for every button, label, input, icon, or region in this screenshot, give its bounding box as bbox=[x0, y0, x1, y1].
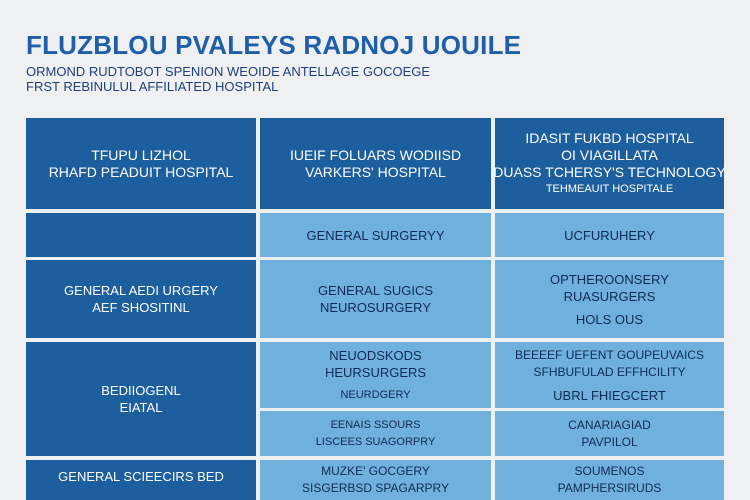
table-cell bbox=[260, 460, 491, 500]
table-cell bbox=[260, 411, 491, 456]
table-cell bbox=[495, 213, 724, 257]
table-cell bbox=[495, 260, 724, 338]
cell-text: HEURSURGERS bbox=[324, 364, 427, 380]
cell-text: GENERAL SUGICS bbox=[317, 283, 434, 298]
cell-text: RUASURGERS bbox=[563, 288, 656, 304]
cell-text: AEF SHOSITINL bbox=[92, 300, 190, 315]
cell-text: UCFURUHERY bbox=[564, 227, 655, 243]
cell-text: SOUMENOS bbox=[574, 464, 645, 478]
cell-text: NEUROSURGERY bbox=[319, 300, 431, 315]
cell-text: NEURDGERY bbox=[340, 388, 411, 401]
cell-text: NEUODSKODS bbox=[329, 347, 422, 363]
table-cell bbox=[26, 213, 256, 257]
cell-text: CANARIAGIAD bbox=[568, 417, 651, 432]
cell-text: OPTHEROONSERY bbox=[550, 271, 669, 287]
cell-text: GENERAL SURGERYY bbox=[306, 227, 445, 243]
page-subtitle-2: FRST REBINULUL AFFILIATED HOSPITAL bbox=[26, 79, 279, 94]
table-cell bbox=[260, 260, 491, 338]
cell-text: BEDIIOGENL bbox=[101, 383, 181, 398]
column-header-3 bbox=[495, 118, 724, 209]
table-cell bbox=[26, 342, 256, 456]
cell-text: EENAIS SSOURS bbox=[330, 418, 421, 431]
cell-text: GENERAL AEDI URGERY bbox=[64, 283, 218, 298]
cell-text: PAMPHERSIRUDS bbox=[557, 481, 662, 495]
column-header-1 bbox=[26, 118, 256, 209]
column-header-line: TEHMEAUIT HOSPITALE bbox=[545, 182, 674, 195]
cell-text: BEEEEF UEFENT GOUPEUVAICS bbox=[515, 347, 704, 362]
column-header-2 bbox=[260, 118, 491, 209]
column-header-line: IUEIF FOLUARS WODIISD bbox=[289, 146, 462, 163]
cell-text: MUZKE' GOCGERY bbox=[321, 464, 430, 478]
table-cell bbox=[26, 460, 256, 500]
column-header-line: VARKERS' HOSPITAL bbox=[305, 163, 446, 180]
page-subtitle: ORMOND RUDTOBOT SPENION WEOIDE ANTELLAGE GOCOEGE bbox=[26, 64, 431, 79]
cell-text: SFHBUFULAD EFFHCILITY bbox=[533, 364, 686, 379]
table-cell bbox=[260, 213, 491, 257]
page-header bbox=[26, 30, 521, 94]
column-header-line: RHAFD PEADUIT HOSPITAL bbox=[48, 163, 234, 180]
cell-text: UBRL FHIEGCERT bbox=[553, 387, 666, 403]
table-cell bbox=[26, 260, 256, 338]
column-header-line: OI VIAGILLATA bbox=[561, 146, 658, 163]
column-header-line: TFUPU LIZHOL bbox=[91, 146, 191, 163]
table-cell bbox=[495, 411, 724, 456]
cell-text: EIATAL bbox=[119, 400, 163, 415]
column-header-line: IDASIT FUKBD HOSPITAL bbox=[525, 129, 694, 146]
cell-text: LISCEES SUAGORPRY bbox=[315, 435, 436, 448]
table-cell bbox=[260, 342, 491, 408]
table-cell bbox=[495, 342, 724, 408]
page-title: FLUZBLOU PVALEYS RADNOJ UOUILE bbox=[26, 30, 522, 60]
table-cell bbox=[495, 460, 724, 500]
cell-text: SISGERBSD SPAGARPRY bbox=[302, 481, 449, 495]
column-header-line: DUASS TCHERSY'S TECHNOLOGY bbox=[493, 163, 726, 180]
cell-text: PAVPILOL bbox=[581, 434, 638, 449]
cell-text: GENERAL SCIEECIRS BED bbox=[58, 469, 224, 484]
cell-text: HOLS OUS bbox=[575, 311, 644, 327]
